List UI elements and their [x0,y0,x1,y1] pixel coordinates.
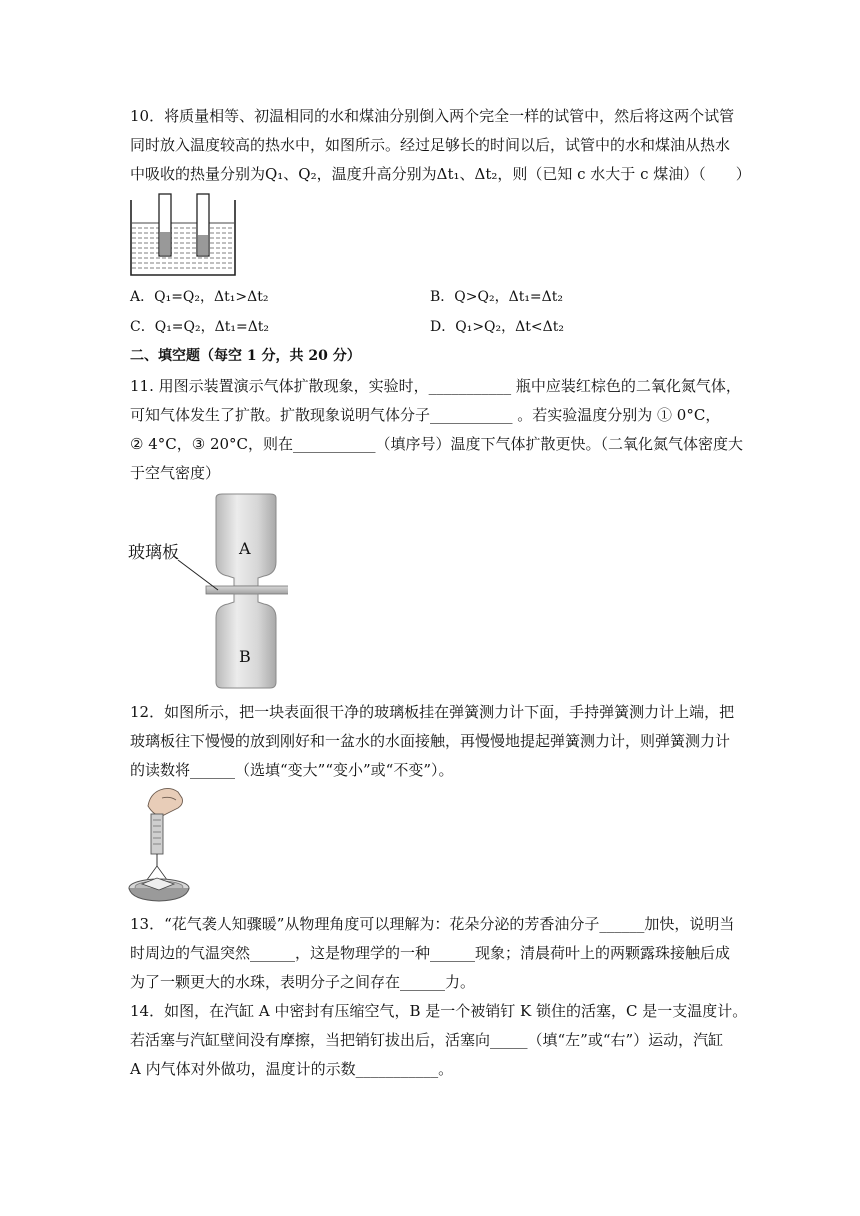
q14-line-3: A 内气体对外做功，温度计的示数___________。 [130,1060,454,1078]
q11-line-1: 11. 用图示装置演示气体扩散现象，实验时，___________ 瓶中应装红棕色的二氧化氮气体， [130,377,741,395]
test-tubes-in-hot-water-figure [128,192,238,278]
q10-line-1: 10．将质量相等、初温相同的水和煤油分别倒入两个完全一样的试管中，然后将这两个试管 [130,107,735,125]
q12-line-3: 的读数将______（选填“变大”“变小”或“不变”）。 [130,761,454,779]
q14-line-1: 14．如图，在汽缸 A 中密封有压缩空气，B 是一个被销钉 K 锁住的活塞，C 是一支温度计。 [130,1002,748,1020]
spring-scale-water-basin-figure [126,786,196,904]
q13-line-2: 时周边的气温突然______，这是物理学的一种______现象；清晨荷叶上的两颗露珠接触后成 [130,944,731,962]
q13-line-1: 13．“花气袭人知骤暖”从物理角度可以理解为：花朵分泌的芳香油分子______加快，说明当 [130,915,735,933]
gas-diffusion-bottles-figure [128,492,288,690]
q10-line-2: 同时放入温度较高的热水中，如图所示。经过足够长的时间以后，试管中的水和煤油从热水 [130,136,731,154]
q10-option-b: B．Q>Q₂，Δt₁=Δt₂ [430,289,564,305]
q11-line-4: 于空气密度） [130,464,221,482]
q11-line-3: ② 4°C，③ 20°C，则在___________（填序号）温度下气体扩散更快。（二氧化氮气体密度大 [130,435,744,453]
bottle-b-label: B [239,647,251,666]
q12-line-2: 玻璃板往下慢慢的放到刚好和一盆水的水面接触，再慢慢地提起弹簧测力计，则弹簧测力计 [130,732,731,750]
q10-option-c: C．Q₁=Q₂，Δt₁=Δt₂ [130,319,270,335]
q10-option-d: D．Q₁>Q₂，Δt<Δt₂ [430,319,564,335]
section-2-title: 二、填空题（每空 1 分，共 20 分） [130,348,361,364]
bottle-a-label: A [239,539,251,558]
q14-line-2: 若活塞与汽缸壁间没有摩擦，当把销钉拔出后，活塞向_____（填“左”或“右”）运动，汽缸 [130,1031,724,1049]
q12-line-1: 12．如图所示，把一块表面很干净的玻璃板挂在弹簧测力计下面，手持弹簧测力计上端，把 [130,703,735,721]
glass-plate-label: 玻璃板 [128,543,179,563]
q11-line-2: 可知气体发生了扩散。扩散现象说明气体分子___________ 。若实验温度分别为 ① 0°C， [130,406,721,424]
q10-option-a: A．Q₁=Q₂，Δt₁>Δt₂ [130,289,269,305]
q13-line-3: 为了一颗更大的水珠，表明分子之间存在______力。 [130,973,476,991]
q10-line-3: 中吸收的热量分别为Q₁、Q₂，温度升高分别为Δt₁、Δt₂，则（已知 c 水大于 c 煤油）（ ） [130,165,751,183]
